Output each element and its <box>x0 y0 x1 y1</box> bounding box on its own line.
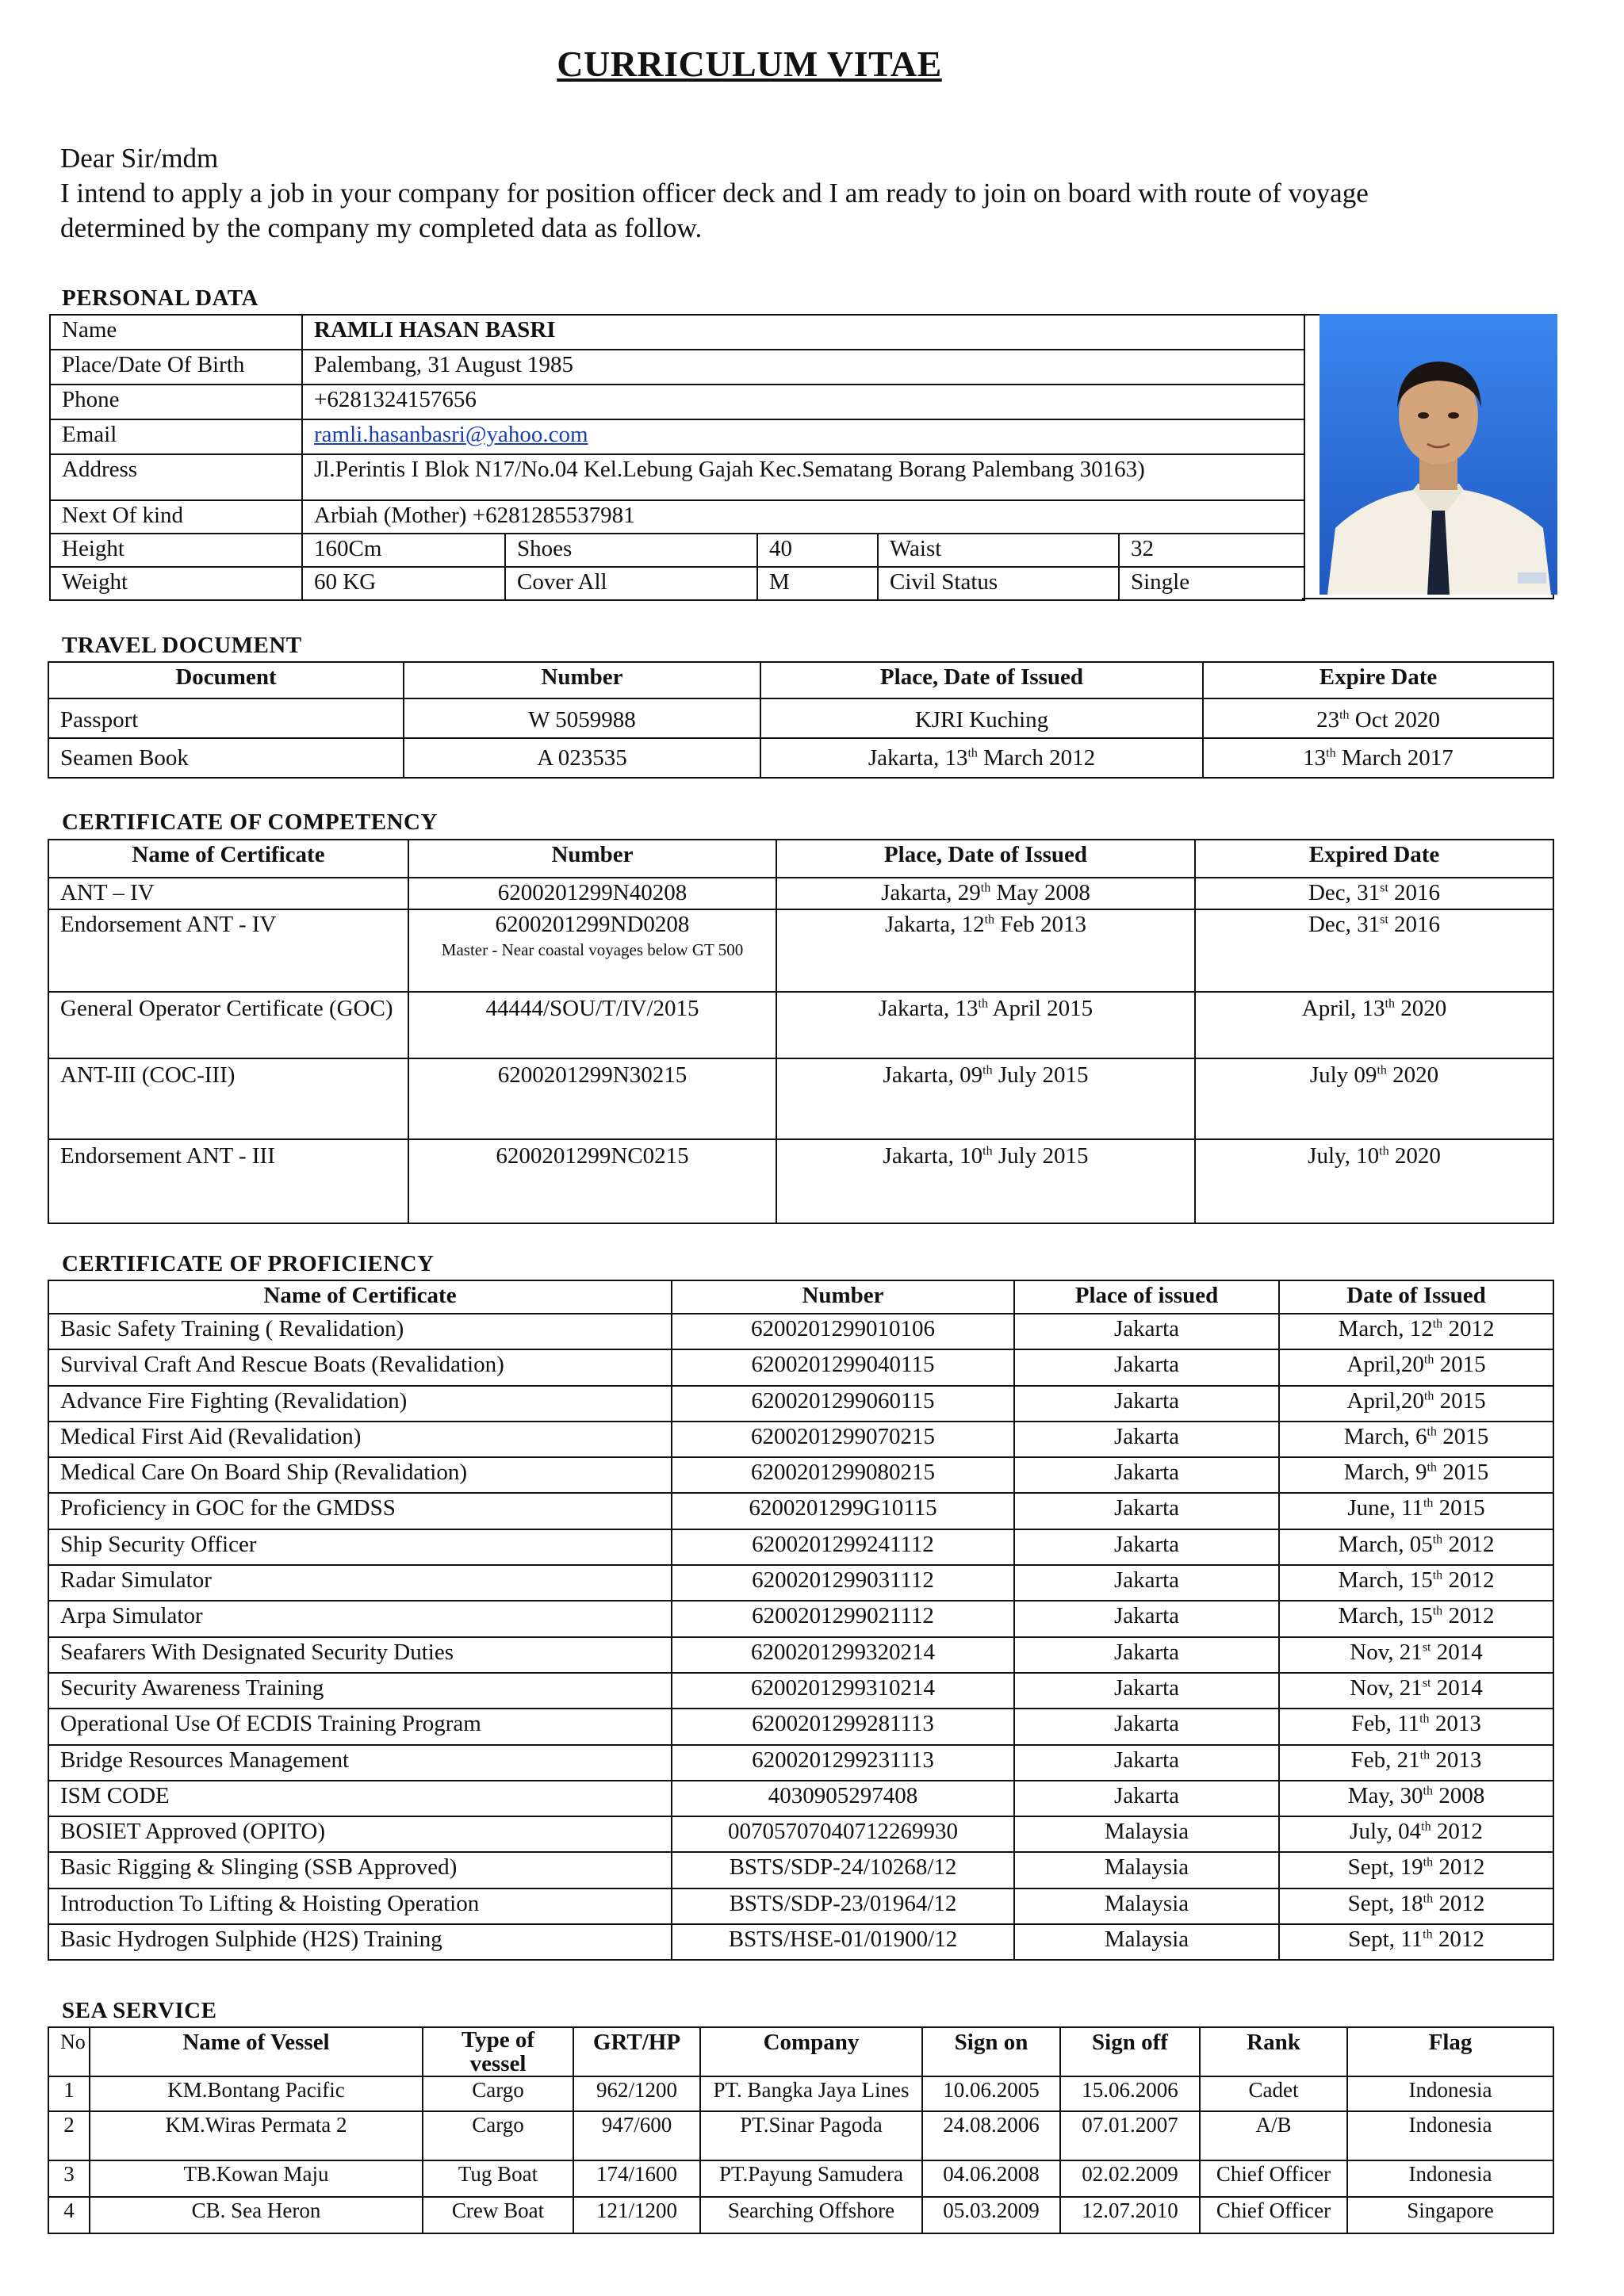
table-row <box>48 1673 1553 1709</box>
weight-label: Weight <box>50 567 302 600</box>
email-link[interactable]: ramli.hasanbasri@yahoo.com <box>314 422 588 447</box>
cert-number: 6200201299NC0215 <box>408 1139 776 1223</box>
col-number: Number <box>672 1280 1014 1314</box>
cert-place: Jakarta <box>1014 1601 1279 1636</box>
table-row <box>48 1888 1553 1924</box>
vessel-name: CB. Sea Heron <box>90 2197 423 2233</box>
cert-name: ANT-III (COC-III) <box>48 1058 408 1139</box>
cert-expiry: July, 10th 2020 <box>1195 1139 1553 1223</box>
coverall-label: Cover All <box>505 567 757 600</box>
cert-expiry: July 09th 2020 <box>1195 1058 1553 1139</box>
cert-expiry: Dec, 31st 2016 <box>1195 909 1553 992</box>
cert-number: 6200201299N30215 <box>408 1058 776 1139</box>
grt-hp: 174/1600 <box>573 2160 700 2197</box>
col-place-date-issued: Place, Date of Issued <box>776 840 1195 878</box>
sign-on: 24.08.2006 <box>922 2111 1060 2160</box>
cert-name: Introduction To Lifting & Hoisting Operation <box>48 1888 672 1924</box>
cert-number: 6200201299241112 <box>672 1529 1014 1565</box>
cert-name: Security Awareness Training <box>48 1673 672 1709</box>
cert-name: Medical Care On Board Ship (Revalidation) <box>48 1457 672 1493</box>
cert-date: Nov, 21st 2014 <box>1279 1637 1553 1673</box>
cert-place: Jakarta <box>1014 1781 1279 1816</box>
vessel-type: Cargo <box>423 2111 573 2160</box>
sign-off: 02.02.2009 <box>1060 2160 1200 2197</box>
col-company: Company <box>700 2027 922 2076</box>
cert-date: March, 6th 2015 <box>1279 1422 1553 1457</box>
cert-name: Endorsement ANT - III <box>48 1139 408 1223</box>
vessel-name: KM.Wiras Permata 2 <box>90 2111 423 2160</box>
cert-place: Jakarta <box>1014 1386 1279 1422</box>
table-row <box>48 738 1553 778</box>
sea-service-table <box>48 2026 1554 2234</box>
cert-place: Jakarta <box>1014 1709 1279 1744</box>
coc-table <box>48 839 1554 1224</box>
cert-date: Sept, 19th 2012 <box>1279 1852 1553 1888</box>
table-row <box>48 1349 1553 1385</box>
sign-on: 10.06.2005 <box>922 2076 1060 2111</box>
cert-number: BSTS/SDP-23/01964/12 <box>672 1888 1014 1924</box>
col-expire-date: Expire Date <box>1203 662 1553 698</box>
birth-label: Place/Date Of Birth <box>50 350 302 385</box>
col-place-date-issued: Place, Date of Issued <box>760 662 1203 698</box>
col-vessel-type: Type of vessel <box>423 2027 573 2076</box>
cert-number: 4030905297408 <box>672 1781 1014 1816</box>
col-rank: Rank <box>1200 2027 1347 2076</box>
height-label: Height <box>50 534 302 567</box>
name-label: Name <box>50 315 302 350</box>
cert-date: March, 15th 2012 <box>1279 1601 1553 1636</box>
table-row <box>48 1565 1553 1601</box>
table-row <box>48 1637 1553 1673</box>
col-document: Document <box>48 662 404 698</box>
phone-value: +6281324157656 <box>302 385 1304 419</box>
cert-date: July, 04th 2012 <box>1279 1816 1553 1852</box>
row-no: 2 <box>48 2111 90 2160</box>
vessel-type: Tug Boat <box>423 2160 573 2197</box>
row-no: 1 <box>48 2076 90 2111</box>
cert-expiry: Dec, 31st 2016 <box>1195 878 1553 909</box>
col-no: No <box>48 2027 90 2076</box>
table-row <box>48 992 1553 1058</box>
flag: Indonesia <box>1347 2076 1553 2111</box>
table-row <box>48 1816 1553 1852</box>
cert-name: Medical First Aid (Revalidation) <box>48 1422 672 1457</box>
sign-off: 15.06.2006 <box>1060 2076 1200 2111</box>
cert-name: Proficiency in GOC for the GMDSS <box>48 1493 672 1529</box>
cert-place: Jakarta, 12th Feb 2013 <box>776 909 1195 992</box>
col-vessel-name: Name of Vessel <box>90 2027 423 2076</box>
doc-expire: 13th March 2017 <box>1203 738 1553 778</box>
cert-name: ANT – IV <box>48 878 408 909</box>
coverall-value: M <box>757 567 878 600</box>
cert-place: Malaysia <box>1014 1852 1279 1888</box>
cert-name: Seafarers With Designated Security Duties <box>48 1637 672 1673</box>
cert-date: March, 9th 2015 <box>1279 1457 1553 1493</box>
intro-line-1: I intend to apply a job in your company for position officer deck and I am ready to join on board with route of voyage <box>60 178 1369 209</box>
vessel-type: Cargo <box>423 2076 573 2111</box>
cert-date: Nov, 21st 2014 <box>1279 1673 1553 1709</box>
flag: Indonesia <box>1347 2111 1553 2160</box>
cert-place: Jakarta <box>1014 1314 1279 1349</box>
company: PT.Sinar Pagoda <box>700 2111 922 2160</box>
cert-place: Jakarta, 09th July 2015 <box>776 1058 1195 1139</box>
cert-place: Jakarta, 29th May 2008 <box>776 878 1195 909</box>
flag: Singapore <box>1347 2197 1553 2233</box>
doc-place: KJRI Kuching <box>760 698 1203 738</box>
shoes-label: Shoes <box>505 534 757 567</box>
coc-heading: CERTIFICATE OF COMPETENCY <box>62 809 438 835</box>
email-label: Email <box>50 419 302 454</box>
table-row <box>48 1709 1553 1744</box>
rank: Chief Officer <box>1200 2160 1347 2197</box>
cert-number: 6200201299N40208 <box>408 878 776 909</box>
address-label: Address <box>50 454 302 500</box>
doc-expire: 23th Oct 2020 <box>1203 698 1553 738</box>
cert-date: March, 12th 2012 <box>1279 1314 1553 1349</box>
cert-date: March, 15th 2012 <box>1279 1565 1553 1601</box>
cert-note: Master - Near coastal voyages below GT 500 <box>441 940 744 959</box>
table-row <box>48 1422 1553 1457</box>
cert-expiry: April, 13th 2020 <box>1195 992 1553 1058</box>
cert-place: Jakarta <box>1014 1493 1279 1529</box>
company: PT. Bangka Jaya Lines <box>700 2076 922 2111</box>
sign-on: 04.06.2008 <box>922 2160 1060 2197</box>
col-sign-off: Sign off <box>1060 2027 1200 2076</box>
civil-status-value: Single <box>1119 567 1304 600</box>
greeting: Dear Sir/mdm <box>60 143 219 174</box>
col-certificate-name: Name of Certificate <box>48 1280 672 1314</box>
vessel-name: TB.Kowan Maju <box>90 2160 423 2197</box>
cert-date: March, 05th 2012 <box>1279 1529 1553 1565</box>
cert-number: 6200201299310214 <box>672 1673 1014 1709</box>
table-row <box>48 2160 1553 2197</box>
height-value: 160Cm <box>302 534 505 567</box>
cert-name: Basic Rigging & Slinging (SSB Approved) <box>48 1852 672 1888</box>
shoes-value: 40 <box>757 534 878 567</box>
doc-place: Jakarta, 13th March 2012 <box>760 738 1203 778</box>
sign-on: 05.03.2009 <box>922 2197 1060 2233</box>
civil-status-label: Civil Status <box>878 567 1119 600</box>
name-value: RAMLI HASAN BASRI <box>302 315 1304 350</box>
personal-data-table <box>49 314 1305 601</box>
flag: Indonesia <box>1347 2160 1553 2197</box>
table-row <box>48 2197 1553 2233</box>
col-expired-date: Expired Date <box>1195 840 1553 878</box>
cert-date: Feb, 11th 2013 <box>1279 1709 1553 1744</box>
vessel-type: Crew Boat <box>423 2197 573 2233</box>
grt-hp: 121/1200 <box>573 2197 700 2233</box>
intro-line-2: determined by the company my completed data as follow. <box>60 212 703 243</box>
waist-label: Waist <box>878 534 1119 567</box>
table-row <box>48 1457 1553 1493</box>
cert-place: Jakarta, 13th April 2015 <box>776 992 1195 1058</box>
table-row <box>48 1745 1553 1781</box>
doc-name: Seamen Book <box>48 738 404 778</box>
col-flag: Flag <box>1347 2027 1553 2076</box>
cert-date: Sept, 11th 2012 <box>1279 1924 1553 1960</box>
cert-number: 6200201299080215 <box>672 1457 1014 1493</box>
next-of-kin-label: Next Of kind <box>50 500 302 534</box>
col-number: Number <box>404 662 760 698</box>
intro-letter <box>60 141 1503 246</box>
cert-name: Operational Use Of ECDIS Training Program <box>48 1709 672 1744</box>
next-of-kin-value: Arbiah (Mother) +6281285537981 <box>302 500 1304 534</box>
company: Searching Offshore <box>700 2197 922 2233</box>
cert-number: 6200201299231113 <box>672 1745 1014 1781</box>
travel-document-heading: TRAVEL DOCUMENT <box>62 633 302 658</box>
sea-service-heading: SEA SERVICE <box>62 1998 217 2023</box>
cert-place: Jakarta <box>1014 1745 1279 1781</box>
table-row <box>48 698 1553 738</box>
cert-number: 6200201299031112 <box>672 1565 1014 1601</box>
cert-name: Endorsement ANT - IV <box>48 909 408 992</box>
cert-number: 44444/SOU/T/IV/2015 <box>408 992 776 1058</box>
page-title: CURRICULUM VITAE <box>557 44 942 84</box>
table-row <box>48 1529 1553 1565</box>
cert-name: Arpa Simulator <box>48 1601 672 1636</box>
sign-off: 07.01.2007 <box>1060 2111 1200 2160</box>
cert-place: Malaysia <box>1014 1888 1279 1924</box>
cert-number: BSTS/HSE-01/01900/12 <box>672 1924 1014 1960</box>
col-date-issued: Date of Issued <box>1279 1280 1553 1314</box>
cert-name: Advance Fire Fighting (Revalidation) <box>48 1386 672 1422</box>
cert-name: BOSIET Approved (OPITO) <box>48 1816 672 1852</box>
cert-place: Jakarta <box>1014 1565 1279 1601</box>
birth-value: Palembang, 31 August 1985 <box>302 350 1304 385</box>
cert-number: 6200201299021112 <box>672 1601 1014 1636</box>
cert-place: Malaysia <box>1014 1816 1279 1852</box>
cert-number: 6200201299G10115 <box>672 1493 1014 1529</box>
cert-name: ISM CODE <box>48 1781 672 1816</box>
cert-name: Survival Craft And Rescue Boats (Revalidation) <box>48 1349 672 1385</box>
cert-place: Jakarta <box>1014 1457 1279 1493</box>
row-no: 4 <box>48 2197 90 2233</box>
cert-name: Basic Hydrogen Sulphide (H2S) Training <box>48 1924 672 1960</box>
cert-number: 6200201299281113 <box>672 1709 1014 1744</box>
row-no: 3 <box>48 2160 90 2197</box>
profile-photo <box>1320 314 1557 595</box>
cert-name: Basic Safety Training ( Revalidation) <box>48 1314 672 1349</box>
col-certificate-name: Name of Certificate <box>48 840 408 878</box>
cert-name: Radar Simulator <box>48 1565 672 1601</box>
table-row <box>48 1058 1553 1139</box>
cert-place: Jakarta <box>1014 1349 1279 1385</box>
table-row <box>48 1601 1553 1636</box>
cop-heading: CERTIFICATE OF PROFICIENCY <box>62 1251 435 1276</box>
cert-place: Malaysia <box>1014 1924 1279 1960</box>
weight-value: 60 KG <box>302 567 505 600</box>
cert-place: Jakarta <box>1014 1529 1279 1565</box>
cert-date: May, 30th 2008 <box>1279 1781 1553 1816</box>
phone-label: Phone <box>50 385 302 419</box>
cert-place: Jakarta <box>1014 1637 1279 1673</box>
table-row <box>48 1386 1553 1422</box>
address-value: Jl.Perintis I Blok N17/No.04 Kel.Lebung Gajah Kec.Sematang Borang Palembang 30163) <box>302 454 1304 500</box>
cert-name: Bridge Resources Management <box>48 1745 672 1781</box>
cert-place: Jakarta <box>1014 1422 1279 1457</box>
cert-number: BSTS/SDP-24/10268/12 <box>672 1852 1014 1888</box>
table-row <box>48 1924 1553 1960</box>
rank: Chief Officer <box>1200 2197 1347 2233</box>
table-row <box>48 2111 1553 2160</box>
col-place-issued: Place of issued <box>1014 1280 1279 1314</box>
col-grt-hp: GRT/HP <box>573 2027 700 2076</box>
sign-off: 12.07.2010 <box>1060 2197 1200 2233</box>
rank: Cadet <box>1200 2076 1347 2111</box>
cert-date: June, 11th 2015 <box>1279 1493 1553 1529</box>
grt-hp: 947/600 <box>573 2111 700 2160</box>
table-row <box>48 1781 1553 1816</box>
personal-data-heading: PERSONAL DATA <box>62 285 259 311</box>
cert-date: April,20th 2015 <box>1279 1349 1553 1385</box>
cert-number: 6200201299070215 <box>672 1422 1014 1457</box>
cert-number: 6200201299320214 <box>672 1637 1014 1673</box>
cert-date: April,20th 2015 <box>1279 1386 1553 1422</box>
table-row <box>48 1314 1553 1349</box>
cert-number: 6200201299040115 <box>672 1349 1014 1385</box>
cert-date: Sept, 18th 2012 <box>1279 1888 1553 1924</box>
cert-number: 6200201299060115 <box>672 1386 1014 1422</box>
cert-name: General Operator Certificate (GOC) <box>48 992 408 1058</box>
table-row <box>48 2076 1553 2111</box>
grt-hp: 962/1200 <box>573 2076 700 2111</box>
cert-number: 6200201299010106 <box>672 1314 1014 1349</box>
rank: A/B <box>1200 2111 1347 2160</box>
travel-document-table <box>48 661 1554 779</box>
table-row <box>48 1139 1553 1223</box>
table-row <box>48 1493 1553 1529</box>
table-row <box>48 1852 1553 1888</box>
cert-date: Feb, 21th 2013 <box>1279 1745 1553 1781</box>
table-row <box>48 909 1553 992</box>
cert-place: Jakarta, 10th July 2015 <box>776 1139 1195 1223</box>
table-row <box>48 878 1553 909</box>
waist-value: 32 <box>1119 534 1304 567</box>
vessel-name: KM.Bontang Pacific <box>90 2076 423 2111</box>
cop-table <box>48 1280 1554 1961</box>
col-number: Number <box>408 840 776 878</box>
doc-number: A 023535 <box>404 738 760 778</box>
cert-name: Ship Security Officer <box>48 1529 672 1565</box>
doc-name: Passport <box>48 698 404 738</box>
col-sign-on: Sign on <box>922 2027 1060 2076</box>
company: PT.Payung Samudera <box>700 2160 922 2197</box>
cert-place: Jakarta <box>1014 1673 1279 1709</box>
cert-number: 6200201299ND0208 Master - Near coastal voyages below GT 500 <box>408 909 776 992</box>
doc-number: W 5059988 <box>404 698 760 738</box>
cert-number: 00705707040712269930 <box>672 1816 1014 1852</box>
